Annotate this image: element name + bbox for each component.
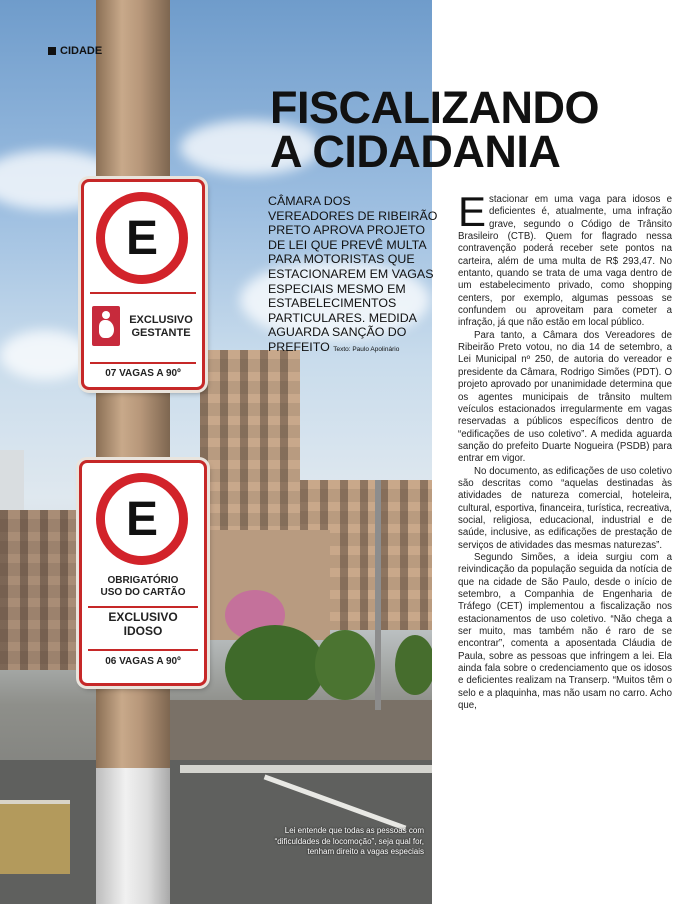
apartment-building bbox=[200, 350, 300, 540]
parking-symbol: E bbox=[96, 192, 188, 284]
headline: FISCALIZANDO A CIDADANIA bbox=[270, 82, 599, 177]
sign-note: OBRIGATÓRIO USO DO CARTÃO bbox=[100, 575, 186, 598]
body-paragraph: No documento, as edificações de uso coletivo são descritas como “aquelas destinadas às atividades de natureza comercial, hoteleira, cultural, esportiva, financeira, turística, recreativa, social, religiosa, educacional, industrial e de saúde, inclusive, as edificações de prestação de serviços de atividades das mesmas naturezas”. bbox=[458, 465, 672, 551]
body-paragraph: Segundo Simões, a ideia surgiu com a reivindicação da população seguida da notícia de que na cidade de São Paulo, desde o início de setembro, a Companhia de Engenharia de Tráfego (CET) implementou a fiscalização nos estacionamentos de uso coletivo. “Não chega a ser muito, mas também não é raro de se encontrar”, comenta a aposentada Cláudia de Paula, sobre as pessoas que infringem a lei. Ela ainda fala sobre o credenciamento que os idosos e deficientes realizam na Transerp. “Muitos têm o selo e a plaquinha, mas não usam no carro. Acho que, bbox=[458, 551, 672, 712]
sign-label: EXCLUSIVO GESTANTE bbox=[129, 314, 193, 339]
building-left bbox=[0, 510, 80, 670]
body-paragraph: Estacionar em uma vaga para idosos e deficientes é, atualmente, uma infração grave, segundo o Código de Trânsito Brasileiro (CTB). Quem for flagrado nessa contravenção poderá receber sete pontos na carteira, além de uma multa de R$ 293,47. No entanto, quando se trata de uma vaga dentro de um estabelecimento privado, como shopping centers, por exemplo, algumas pessoas se confundem ou aproveitam para cometer a infração, já que não estão em local público. bbox=[458, 188, 672, 329]
parking-symbol: E bbox=[96, 473, 188, 565]
sign-label: EXCLUSIVO IDOSO bbox=[108, 610, 178, 638]
parking-sign-elderly bbox=[79, 460, 207, 686]
drop-cap: E bbox=[458, 188, 487, 235]
sign-footer: 06 VAGAS A 90º bbox=[105, 656, 181, 667]
bush bbox=[225, 625, 325, 710]
section-label: CIDADE bbox=[48, 45, 102, 57]
lead-paragraph: CÂMARA DOS VEREADORES DE RIBEIRÃO PRETO APROVA PROJETO DE LEI QUE PREVÊ MULTA PARA MOTORISTAS QUE ESTACIONAREM EM VAGAS ESPECIAIS MESMO EM ESTABELECIMENTOS PARTICULARES. MEDIDA AGUARDA SANÇÃO DO PREFEITO Texto: Paulo Apolinário bbox=[268, 194, 438, 354]
pregnant-woman-icon bbox=[92, 306, 120, 346]
photo-caption: Lei entende que todas as pessoas com “dificuldades de locomoção”, seja qual for, tenham direito a vagas especiais bbox=[274, 826, 424, 856]
street-lamp bbox=[375, 480, 381, 710]
section-square-icon bbox=[48, 47, 56, 55]
sign-footer: 07 VAGAS A 90º bbox=[105, 368, 181, 379]
article-body bbox=[458, 188, 672, 712]
body-paragraph: Para tanto, a Câmara dos Vereadores de Ribeirão Preto votou, no dia 14 de setembro, a Lei Municipal nº 250, de autoria do vereador e presidente da Câmara, Rodrigo Simões (PDT). O projeto aprovado por unanimidade determina que os agentes municipais de trânsito multem veículos estacionados irregularmente em vagas reservadas a públicos específicos dentro de “edificações de uso coletivo”. A medida aguarda sanção do prefeito Duarte Nogueira (PSDB) para entrar em vigor. bbox=[458, 329, 672, 465]
author-credit: Texto: Paulo Apolinário bbox=[333, 345, 400, 353]
parking-sign-pregnant bbox=[81, 179, 205, 390]
